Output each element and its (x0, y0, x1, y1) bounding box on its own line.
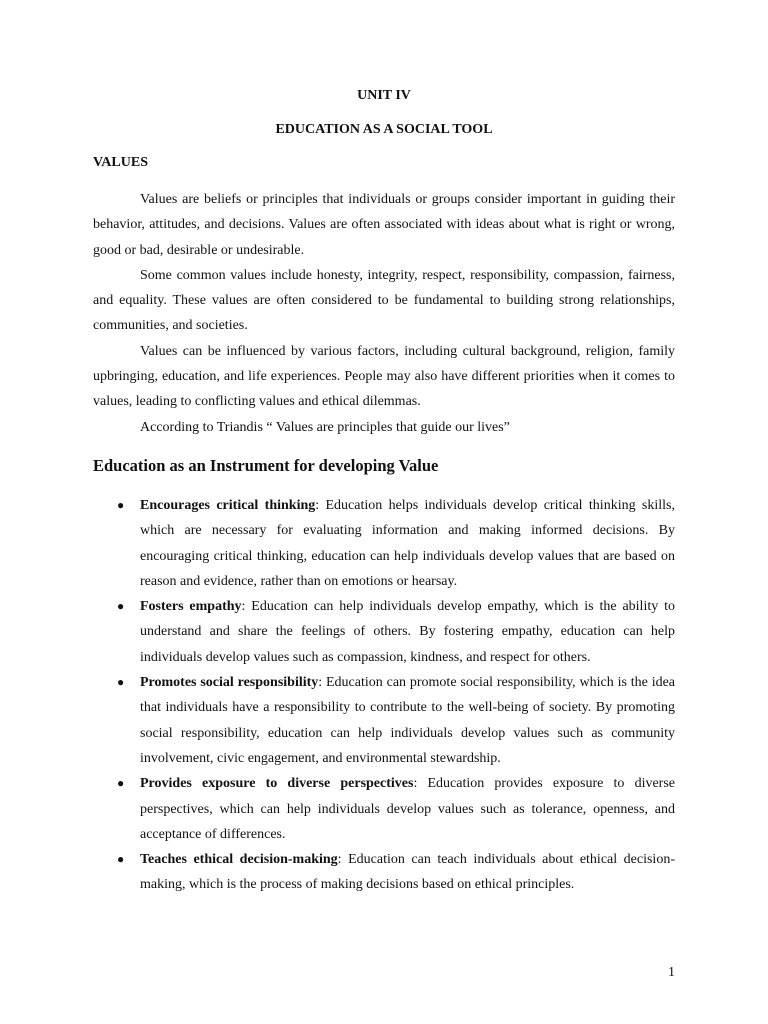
bullet-text: : Education provides exposure to diverse perspectives, which can help individuals develop values such as tolerance, openness, and acceptance of differences. (140, 776, 676, 842)
bullet-icon: ● (117, 675, 125, 690)
bullet-lead: Promotes social responsibility (140, 675, 319, 691)
bullet-icon: ● (117, 776, 125, 791)
page-content (93, 86, 675, 898)
list-item (93, 771, 675, 847)
bullet-icon: ● (117, 599, 125, 614)
bullet-icon: ● (117, 852, 125, 867)
page-number: 1 (668, 965, 675, 980)
bullet-lead: Provides exposure to diverse perspectives (140, 776, 414, 792)
bullet-text: : Education can help individuals develop empathy, which is the ability to understand and share the feelings of others. By fostering empathy, education can help individuals develop values such as compassion, kindness, and respect for others. (140, 599, 675, 665)
bullet-text: : Education can teach individuals about ethical decision-making, which is the process of making decisions based on ethical principles. (140, 852, 675, 893)
list-item (93, 670, 675, 771)
subheading: Education as an Instrument for developing Value (93, 455, 439, 475)
unit-heading: UNIT IV (357, 88, 411, 103)
paragraph: Values can be influenced by various factors, including cultural background, religion, family upbringing, education, and life experiences. People may also have different priorities when it comes to values, leading to conflicting values and ethical dilemmas. (93, 343, 675, 410)
quote-paragraph: According to Triandis “ Values are principles that guide our lives” (140, 419, 510, 435)
bullet-lead: Teaches ethical decision-making (140, 852, 338, 868)
paragraph: Some common values include honesty, integrity, respect, responsibility, compassion, fairness, and equality. These values are often considered to be fundamental to building strong relationships, communities, and societies. (93, 267, 675, 334)
bullet-list (93, 493, 675, 898)
bullet-icon: ● (117, 497, 125, 512)
paragraph: Values are beliefs or principles that individuals or groups consider important in guiding their behavior, attitudes, and decisions. Values are often associated with ideas about what is right or wrong, good or bad, desirable or undesirable. (93, 192, 675, 258)
bullet-text: : Education can promote social responsibility, which is the idea that individuals have a responsibility to contribute to the well-being of society. By promoting social responsibility, education can help individuals develop values such as community involvement, civic engagement, and environmental stewardship. (140, 675, 676, 766)
bullet-lead: Encourages critical thinking (140, 497, 316, 513)
bullet-text: : Education helps individuals develop critical thinking skills, which are necessary for evaluating information and making informed decisions. By encouraging critical thinking, education can help individuals develop values that are based on reason and evidence, rather than on emotions or hearsay. (140, 497, 675, 589)
bullet-lead: Fosters empathy (140, 599, 242, 615)
list-item (93, 493, 675, 594)
list-item (93, 594, 675, 670)
list-item (93, 847, 675, 898)
document-title: EDUCATION AS A SOCIAL TOOL (275, 122, 493, 137)
section-heading: VALUES (93, 155, 148, 170)
